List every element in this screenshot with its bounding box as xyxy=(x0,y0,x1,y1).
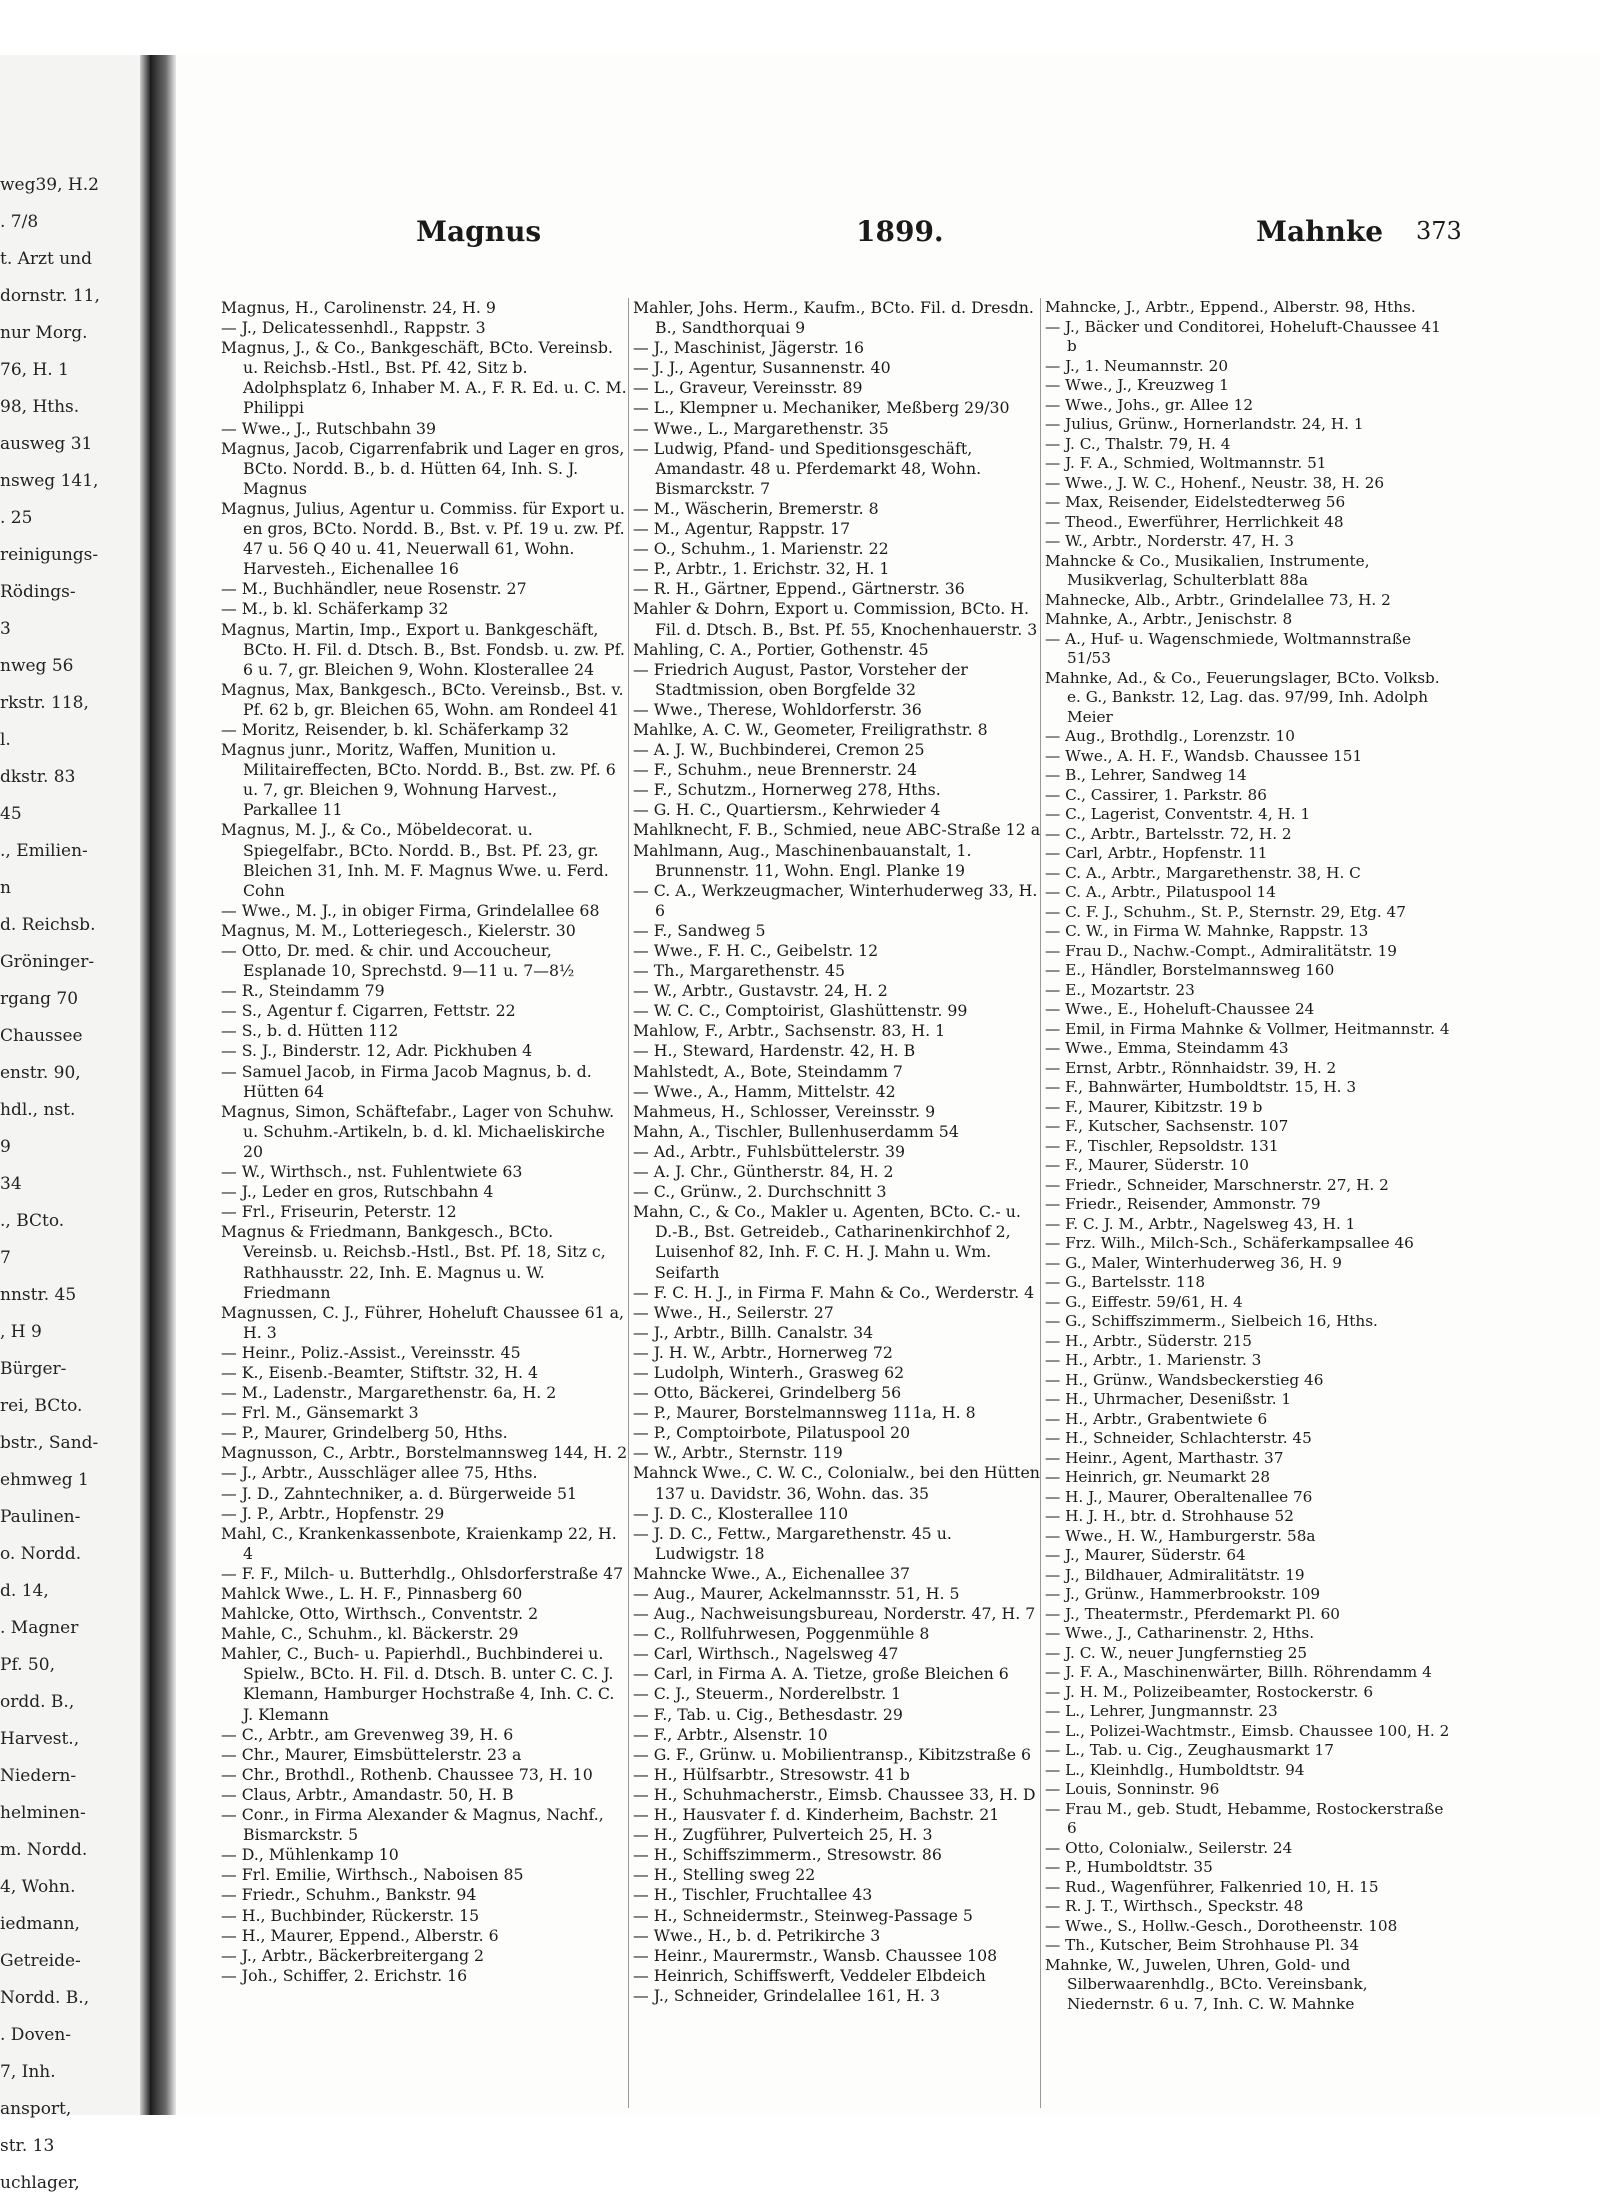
directory-entry: — F., Arbtr., Alsenstr. 10 xyxy=(633,1724,828,1744)
directory-entry: Mahnke, A., Arbtr., Jenischstr. 8 xyxy=(1045,610,1293,628)
directory-entry: — Moritz, Reisender, b. kl. Schäferkamp 32 xyxy=(221,719,570,739)
directory-entry: — Heinrich, gr. Neumarkt 28 xyxy=(1045,1468,1271,1486)
directory-entry: — Wwe., Emma, Steindamm 43 xyxy=(1045,1039,1289,1057)
directory-entry: Mahlck Wwe., L. H. F., Pinnasberg 60 xyxy=(221,1584,523,1603)
directory-entry: Magnus, Max, Bankgesch., BCto. Vereinsb., Bst. v. Pf. 62 b, gr. Bleichen 65, Wohn. am Rondeel 41 xyxy=(221,679,624,719)
directory-entry: — H., Uhrmacher, Desenißstr. 1 xyxy=(1045,1390,1292,1408)
directory-entry: — Claus, Arbtr., Amandastr. 50, H. B xyxy=(221,1784,514,1804)
directory-entry: — H., Hülfsarbtr., Stresowstr. 41 b xyxy=(633,1764,910,1784)
directory-entry: — J., Theatermstr., Pferdemarkt Pl. 60 xyxy=(1045,1604,1340,1623)
directory-entry: — A., Huf- u. Wagenschmiede, Woltmannstraße 51/53 xyxy=(1045,629,1412,667)
directory-entry: — C. W., in Firma W. Mahnke, Rappstr. 13 xyxy=(1045,922,1369,940)
directory-entry: Mahler, C., Buch- u. Papierhdl., Buchbinderei u. Spielw., BCto. H. Fil. d. Dtsch. B. unter C. C. J. Klemann, Hamburger Hochstraße 4, Inh. C. C. J. Klemann xyxy=(221,1644,615,1724)
directory-entry: — Wwe., J., Kreuzweg 1 xyxy=(1045,376,1229,394)
facing-page-line: , H 9 xyxy=(0,1322,42,1342)
facing-page-line: ordd. B., xyxy=(0,1692,75,1712)
facing-page-line: rei, BCto. xyxy=(0,1396,83,1416)
facing-page-line: Pf. 50, xyxy=(0,1655,55,1675)
directory-entry: — L., Tab. u. Cig., Zeughausmarkt 17 xyxy=(1045,1741,1334,1759)
directory-entry: — Frau D., Nachw.-Compt., Admiralitätstr. 19 xyxy=(1045,941,1398,960)
facing-page-line: Rödings- xyxy=(0,582,76,602)
directory-entry: — C., Cassirer, 1. Parkstr. 86 xyxy=(1045,785,1267,804)
directory-entry: — Otto, Bäckerei, Grindelberg 56 xyxy=(633,1383,902,1403)
facing-page-line: ehmweg 1 xyxy=(0,1470,89,1490)
facing-page-line: rgang 70 xyxy=(0,989,79,1009)
facing-page-line: nnstr. 45 xyxy=(0,1285,77,1305)
directory-entry: — H., Tischler, Fruchtallee 43 xyxy=(633,1885,873,1905)
directory-entry: — A. J. W., Buchbinderei, Cremon 25 xyxy=(633,740,925,760)
directory-entry: — W., Arbtr., Sternstr. 119 xyxy=(633,1443,843,1463)
directory-entry: — Rud., Wagenführer, Falkenried 10, H. 15 xyxy=(1045,1877,1379,1896)
directory-entry: — H., Stelling sweg 22 xyxy=(633,1865,816,1885)
directory-entry: — Carl, Arbtr., Hopfenstr. 11 xyxy=(1045,844,1268,862)
directory-entry: — P., Arbtr., 1. Erichstr. 32, H. 1 xyxy=(633,559,890,579)
directory-entry: — G. F., Grünw. u. Mobilientransp., Kibitzstraße 6 xyxy=(633,1744,1032,1764)
facing-page-line: . 25 xyxy=(0,508,33,528)
directory-entry: — L., Kleinhdlg., Humboldtstr. 94 xyxy=(1045,1760,1305,1779)
directory-entry: — G., Maler, Winterhuderweg 36, H. 9 xyxy=(1045,1253,1342,1272)
facing-page-line: Paulinen- xyxy=(0,1507,81,1527)
directory-entry: — C., Rollfuhrwesen, Poggenmühle 8 xyxy=(633,1624,930,1644)
directory-entry: — P., Maurer, Borstelmannsweg 111a, H. 8 xyxy=(633,1403,976,1423)
directory-entry: — Friedrich August, Pastor, Vorsteher der Stadtmission, oben Borgfelde 32 xyxy=(633,659,968,699)
directory-entry: — J., Arbtr., Ausschläger allee 75, Hths. xyxy=(221,1463,538,1483)
directory-entry: — Wwe., J., Catharinenstr. 2, Hths. xyxy=(1045,1624,1315,1642)
directory-entry: — C. A., Arbtr., Pilatuspool 14 xyxy=(1045,883,1276,901)
directory-entry: Mahlmann, Aug., Maschinenbauanstalt, 1. Brunnenstr. 11, Wohn. Engl. Planke 19 xyxy=(633,840,972,880)
directory-entry: — F., Kutscher, Sachsenstr. 107 xyxy=(1045,1117,1289,1135)
facing-page-line: dkstr. 83 xyxy=(0,767,76,787)
directory-entry: — H., Buchbinder, Rückerstr. 15 xyxy=(221,1905,480,1925)
directory-entry: Magnussen, C. J., Führer, Hoheluft Chaussee 61 a, H. 3 xyxy=(221,1302,625,1342)
directory-entry: — F., Tischler, Repsoldstr. 131 xyxy=(1045,1136,1279,1155)
directory-entry: Magnus, Martin, Imp., Export u. Bankgeschäft, BCto. H. Fil. d. Dtsch. B., Bst. Fondsb. u. zw. Pf. 6 u. 7, gr. Bleichen 9, Wohn. Klosterallee 24 xyxy=(221,619,625,679)
directory-entry: — Chr., Brothdl., Rothenb. Chaussee 73, H. 10 xyxy=(221,1764,593,1784)
directory-entry: Mahler, Johs. Herm., Kaufm., BCto. Fil. d. Dresdn. B., Sandthorquai 9 xyxy=(633,298,1034,338)
directory-entry: — J., Bäcker und Conditorei, Hoheluft-Chaussee 41 b xyxy=(1045,317,1441,355)
facing-page-line: Harvest., xyxy=(0,1729,80,1749)
facing-page-line: l. xyxy=(0,730,11,750)
directory-entry: Mahling, C. A., Portier, Gothenstr. 45 xyxy=(633,639,929,659)
directory-entry: — Ludwig, Pfand- und Speditionsgeschäft, Amandastr. 48 u. Pferdemarkt 48, Wohn. Bismarckstr. 7 xyxy=(633,438,982,498)
directory-entry: — C., Grünw., 2. Durchschnitt 3 xyxy=(633,1182,887,1202)
directory-entry: — Joh., Schiffer, 2. Erichstr. 16 xyxy=(221,1965,468,1985)
directory-entry: — C. J., Steuerm., Norderelbstr. 1 xyxy=(633,1684,902,1704)
directory-entry: — D., Mühlenkamp 10 xyxy=(221,1845,399,1865)
directory-entry: — F. F., Milch- u. Butterhdlg., Ohlsdorferstraße 47 xyxy=(221,1563,624,1583)
directory-entry: — Wwe., Johs., gr. Allee 12 xyxy=(1045,395,1254,414)
directory-entry: Magnus junr., Moritz, Waffen, Munition u. Militaireffecten, BCto. Nordd. B., Bst. zw. Pf. 6 u. 7, gr. Bleichen 9, Wohnung Harvest., Parkallee 11 xyxy=(221,740,616,820)
directory-column-2 xyxy=(633,298,1041,2006)
directory-entry: — F., Maurer, Kibitzstr. 19 b xyxy=(1045,1097,1263,1116)
directory-entry: Mahle, C., Schuhm., kl. Bäckerstr. 29 xyxy=(221,1624,519,1644)
directory-entry: — Wwe., J., Rutschbahn 39 xyxy=(221,418,437,438)
directory-entry: — H. J., Maurer, Oberaltenallee 76 xyxy=(1045,1487,1313,1506)
facing-page-line: uchlager, xyxy=(0,2173,80,2193)
directory-entry: — C. F. J., Schuhm., St. P., Sternstr. 29, Etg. 47 xyxy=(1045,902,1406,921)
directory-entry: — W., Wirthsch., nst. Fuhlentwiete 63 xyxy=(221,1162,523,1182)
directory-entry: — O., Schuhm., 1. Marienstr. 22 xyxy=(633,539,889,559)
directory-entry: — J., 1. Neumannstr. 20 xyxy=(1045,356,1229,375)
facing-page-line: d. 14, xyxy=(0,1581,49,1601)
directory-entry: — G., Schiffszimmerm., Sielbeich 16, Hths. xyxy=(1045,1312,1378,1330)
directory-entry: — H., Hausvater f. d. Kinderheim, Bachstr. 21 xyxy=(633,1805,1000,1825)
facing-page-line: nur Morg. xyxy=(0,323,88,343)
directory-entry: — Conr., in Firma Alexander & Magnus, Nachf., Bismarckstr. 5 xyxy=(221,1805,604,1845)
facing-page-line: 7 xyxy=(0,1248,11,1268)
directory-entry: — S., b. d. Hütten 112 xyxy=(221,1021,399,1041)
directory-entry: — F., Tab. u. Cig., Bethesdastr. 29 xyxy=(633,1704,903,1724)
directory-entry: — H., Schiffszimmerm., Stresowstr. 86 xyxy=(633,1845,942,1865)
directory-entry: — Chr., Maurer, Eimsbüttelerstr. 23 a xyxy=(221,1744,522,1764)
directory-entry: — F., Sandweg 5 xyxy=(633,920,766,940)
directory-entry: — Aug., Maurer, Ackelmannsstr. 51, H. 5 xyxy=(633,1584,960,1603)
directory-entry: — P., Comptoirbote, Pilatuspool 20 xyxy=(633,1423,911,1443)
directory-entry: — E., Händler, Borstelmannsweg 160 xyxy=(1045,961,1335,979)
facing-page-line: 45 xyxy=(0,804,22,824)
directory-entry: — G., Bartelsstr. 118 xyxy=(1045,1273,1206,1291)
directory-entry: — J., Leder en gros, Rutschbahn 4 xyxy=(221,1182,494,1202)
directory-entry: — C., Arbtr., Bartelsstr. 72, H. 2 xyxy=(1045,824,1292,843)
facing-page-line: 76, H. 1 xyxy=(0,360,69,380)
directory-entry: — Wwe., L., Margarethenstr. 35 xyxy=(633,418,889,438)
facing-page-line: 4, Wohn. xyxy=(0,1877,76,1897)
facing-page-line: reinigungs- xyxy=(0,545,99,565)
directory-entry: — J. D. C., Fettw., Margarethenstr. 45 u. Ludwigstr. 18 xyxy=(633,1523,952,1563)
directory-entry: — Frau M., geb. Studt, Hebamme, Rostockerstraße 6 xyxy=(1045,1799,1444,1837)
facing-page-line: dornstr. 11, xyxy=(0,286,100,306)
directory-entry: — Heinr., Agent, Marthastr. 37 xyxy=(1045,1448,1284,1467)
facing-page-line: o. Nordd. xyxy=(0,1544,82,1564)
directory-entry: — G., Eiffestr. 59/61, H. 4 xyxy=(1045,1292,1243,1311)
directory-entry: — J. P., Arbtr., Hopfenstr. 29 xyxy=(221,1503,445,1523)
facing-page-line: Niedern- xyxy=(0,1766,77,1786)
directory-entry: — Frl., Friseurin, Peterstr. 12 xyxy=(221,1202,457,1222)
directory-entry: — W., Arbtr., Norderstr. 47, H. 3 xyxy=(1045,532,1294,550)
directory-entry: — F., Schuhm., neue Brennerstr. 24 xyxy=(633,760,918,780)
directory-entry: Mahlke, A. C. W., Geometer, Freiligrathstr. 8 xyxy=(633,719,988,739)
directory-entry: Mahncke & Co., Musikalien, Instrumente, Musikverlag, Schulterblatt 88a xyxy=(1045,551,1370,589)
directory-entry: Mahnck Wwe., C. W. C., Colonialw., bei den Hütten 137 u. Davidstr. 36, Wohn. das. 35 xyxy=(633,1463,1040,1503)
facing-page-edge xyxy=(140,55,150,2115)
directory-entry: — C., Lagerist, Conventstr. 4, H. 1 xyxy=(1045,805,1311,823)
directory-entry: — Frz. Wilh., Milch-Sch., Schäferkampsallee 46 xyxy=(1045,1234,1414,1252)
directory-entry: Mahlow, F., Arbtr., Sachsenstr. 83, H. 1 xyxy=(633,1021,946,1041)
directory-column-1 xyxy=(221,298,629,1986)
page-number: 373 xyxy=(1416,217,1462,245)
directory-entry: Magnus, Jacob, Cigarrenfabrik und Lager en gros, BCto. Nordd. B., b. d. Hütten 64, Inh. S. J. Magnus xyxy=(221,438,625,498)
facing-page-line: rkstr. 118, xyxy=(0,693,89,713)
facing-page-line: 7, Inh. xyxy=(0,2062,56,2082)
directory-entry: Magnus, M. J., & Co., Möbeldecorat. u. Spiegelfabr., BCto. Nordd. B., Bst. Pf. 23, gr. Bleichen 31, Inh. M. F. Magnus Wwe. u. Ferd. Cohn xyxy=(221,820,609,900)
directory-entry: — S., Agentur f. Cigarren, Fettstr. 22 xyxy=(221,1001,516,1021)
directory-entry: — Friedr., Schneider, Marschnerstr. 27, H. 2 xyxy=(1045,1175,1389,1194)
directory-entry: — G. H. C., Quartiersm., Kehrwieder 4 xyxy=(633,800,941,820)
directory-entry: — F., Maurer, Süderstr. 10 xyxy=(1045,1156,1250,1174)
directory-entry: Mahl, C., Krankenkassenbote, Kraienkamp 22, H. 4 xyxy=(221,1523,617,1563)
directory-entry: — S. J., Binderstr. 12, Adr. Pickhuben 4 xyxy=(221,1041,533,1061)
directory-entry: — W. C. C., Comptoirist, Glashüttenstr. 99 xyxy=(633,1001,968,1021)
directory-entry: Mahncke Wwe., A., Eichenallee 37 xyxy=(633,1563,911,1583)
directory-entry: — Wwe., H. W., Hamburgerstr. 58a xyxy=(1045,1526,1316,1545)
facing-page-fragment xyxy=(0,55,150,2193)
directory-entry: — C., Arbtr., am Grevenweg 39, H. 6 xyxy=(221,1724,514,1744)
directory-entry: — Ad., Arbtr., Fuhlsbüttelerstr. 39 xyxy=(633,1141,906,1161)
facing-page-line: bstr., Sand- xyxy=(0,1433,99,1453)
directory-entry: — J. C., Thalstr. 79, H. 4 xyxy=(1045,434,1231,453)
directory-entry: — M., Buchhändler, neue Rosenstr. 27 xyxy=(221,579,527,599)
directory-entry: — J. F. A., Schmied, Woltmannstr. 51 xyxy=(1045,454,1327,472)
directory-entry: Mahmeus, H., Schlosser, Vereinsstr. 9 xyxy=(633,1101,936,1121)
directory-entry: Mahlknecht, F. B., Schmied, neue ABC-Straße 12 a xyxy=(633,820,1041,840)
page-header xyxy=(216,215,1486,255)
directory-entry: — Emil, in Firma Mahnke & Vollmer, Heitmannstr. 4 xyxy=(1045,1019,1450,1038)
directory-entry: Magnus, Julius, Agentur u. Commiss. für Export u. en gros, BCto. Nordd. B., Bst. v. Pf. 19 u. zw. Pf. 47 u. 56 Q 40 u. 41, Neuerwall 61, Wohn. Harvesteh., Eichenallee 16 xyxy=(221,498,625,579)
directory-entry: — Samuel Jacob, in Firma Jacob Magnus, b. d. Hütten 64 xyxy=(221,1061,592,1101)
directory-entry: — J., Delicatessenhdl., Rappstr. 3 xyxy=(221,318,486,338)
directory-entry: — Heinrich, Schiffswerft, Veddeler Elbdeich xyxy=(633,1965,986,1985)
directory-entry: — C. A., Arbtr., Margarethenstr. 38, H. C xyxy=(1045,863,1361,882)
directory-entry: — J., Grünw., Hammerbrookstr. 109 xyxy=(1045,1585,1321,1603)
directory-entry: — M., Wäscherin, Bremerstr. 8 xyxy=(633,498,879,518)
directory-entry: — F. C. J. M., Arbtr., Nagelsweg 43, H. 1 xyxy=(1045,1214,1356,1233)
facing-page-line: ausweg 31 xyxy=(0,434,93,454)
directory-entry: — Heinr., Poliz.-Assist., Vereinsstr. 45 xyxy=(221,1342,521,1362)
facing-page-line: helminen- xyxy=(0,1803,86,1823)
directory-entry: — Carl, Wirthsch., Nagelsweg 47 xyxy=(633,1644,899,1664)
header-left-catchword: Magnus xyxy=(416,215,542,248)
directory-entry: Mahn, C., & Co., Makler u. Agenten, BCto. C.- u. D.-B., Bst. Getreideb., Catharinenkirchhof 2, Luisenhof 82, Inh. F. C. H. J. Mahn u. Wm. Seifarth xyxy=(633,1202,1021,1282)
directory-entry: — L., Graveur, Vereinsstr. 89 xyxy=(633,378,863,398)
directory-entry: — J. H. M., Polizeibeamter, Rostockerstr. 6 xyxy=(1045,1682,1374,1701)
directory-entry: — Aug., Nachweisungsbureau, Norderstr. 47, H. 7 xyxy=(633,1604,1036,1624)
header-year: 1899. xyxy=(856,215,944,248)
facing-page-line: n xyxy=(0,878,11,898)
directory-entry: — J., Schneider, Grindelallee 161, H. 3 xyxy=(633,1985,941,2005)
directory-entry: — H., Grünw., Wandsbeckerstieg 46 xyxy=(1045,1370,1324,1389)
directory-entry: — H., Arbtr., Süderstr. 215 xyxy=(1045,1331,1253,1350)
directory-entry: — J. C. W., neuer Jungfernstieg 25 xyxy=(1045,1643,1308,1662)
directory-entry: — F. C. H. J., in Firma F. Mahn & Co., Werderstr. 4 xyxy=(633,1282,1035,1302)
directory-entry: Mahnecke, Alb., Arbtr., Grindelallee 73, H. 2 xyxy=(1045,590,1391,609)
facing-page-line: . Magner xyxy=(0,1618,79,1638)
directory-entry: — H., Arbtr., Grabentwiete 6 xyxy=(1045,1409,1268,1428)
directory-entry: — Wwe., S., Hollw.-Gesch., Dorotheenstr. 108 xyxy=(1045,1916,1398,1935)
directory-entry: — K., Eisenb.-Beamter, Stiftstr. 32, H. 4 xyxy=(221,1362,539,1382)
directory-entry: — E., Mozartstr. 23 xyxy=(1045,980,1195,999)
directory-entry: — Frl. M., Gänsemarkt 3 xyxy=(221,1403,419,1423)
facing-page-line: Gröninger- xyxy=(0,952,95,972)
facing-page-line: enstr. 90, xyxy=(0,1063,81,1083)
directory-entry: — H., Maurer, Eppend., Alberstr. 6 xyxy=(221,1925,499,1945)
directory-entry: — Wwe., F. H. C., Geibelstr. 12 xyxy=(633,941,879,960)
directory-entry: — Julius, Grünw., Hornerlandstr. 24, H. 1 xyxy=(1045,415,1364,433)
facing-page-line: 98, Hths. xyxy=(0,397,80,417)
directory-entry: — J. D. C., Klosterallee 110 xyxy=(633,1503,849,1523)
facing-page-line: str. 13 xyxy=(0,2136,55,2156)
directory-entry: — Otto, Colonialw., Seilerstr. 24 xyxy=(1045,1838,1293,1857)
directory-entry: — J. F. A., Maschinenwärter, Billh. Röhrendamm 4 xyxy=(1045,1663,1432,1681)
directory-entry: — L., Polizei-Wachtmstr., Eimsb. Chaussee 100, H. 2 xyxy=(1045,1721,1450,1740)
directory-entry: Magnus, M. M., Lotteriegesch., Kielerstr. 30 xyxy=(221,920,576,940)
directory-entry: — R., Steindamm 79 xyxy=(221,981,385,1001)
directory-entry: — Th., Kutscher, Beim Strohhause Pl. 34 xyxy=(1045,1936,1360,1954)
directory-entry: — Wwe., A., Hamm, Mittelstr. 42 xyxy=(633,1081,896,1101)
facing-page-line: t. Arzt und xyxy=(0,249,93,269)
directory-entry: — Otto, Dr. med. & chir. und Accoucheur, Esplanade 10, Sprechstd. 9—11 u. 7—8½ xyxy=(221,941,575,981)
directory-entry: — J., Arbtr., Billh. Canalstr. 34 xyxy=(633,1322,874,1342)
directory-entry: — Ludolph, Winterh., Grasweg 62 xyxy=(633,1362,905,1382)
directory-entry: — Theod., Ewerführer, Herrlichkeit 48 xyxy=(1045,512,1344,531)
directory-entry: — Friedr., Reisender, Ammonstr. 79 xyxy=(1045,1195,1321,1213)
directory-entry: Magnus, Simon, Schäftefabr., Lager von Schuhw. u. Schuhm.-Artikeln, b. d. kl. Michaeliskirche 20 xyxy=(221,1101,615,1161)
directory-entry: Mahncke, J., Arbtr., Eppend., Alberstr. 98, Hths. xyxy=(1045,298,1416,316)
directory-entry: Mahlcke, Otto, Wirthsch., Conventstr. 2 xyxy=(221,1604,539,1624)
directory-entry: — H., Arbtr., 1. Marienstr. 3 xyxy=(1045,1351,1262,1369)
directory-entry: — H., Schuhmacherstr., Eimsb. Chaussee 33, H. D xyxy=(633,1784,1036,1804)
directory-entry: — R. H., Gärtner, Eppend., Gärtnerstr. 36 xyxy=(633,579,965,599)
directory-entry: — J., Arbtr., Bäckerbreitergang 2 xyxy=(221,1945,485,1965)
directory-entry: — F., Bahnwärter, Humboldtstr. 15, H. 3 xyxy=(1045,1078,1357,1096)
directory-entry: — J. H. W., Arbtr., Hornerweg 72 xyxy=(633,1342,893,1362)
facing-page-line: ., BCto. xyxy=(0,1211,65,1231)
directory-entry: — R. J. T., Wirthsch., Speckstr. 48 xyxy=(1045,1897,1304,1915)
directory-entry: — H. J. H., btr. d. Strohhause 52 xyxy=(1045,1507,1294,1525)
directory-entry: — Frl. Emilie, Wirthsch., Naboisen 85 xyxy=(221,1865,524,1885)
facing-page-line: ., Emilien- xyxy=(0,841,88,861)
directory-entry: — B., Lehrer, Sandweg 14 xyxy=(1045,766,1247,784)
directory-entry: — Wwe., A. H. F., Wandsb. Chaussee 151 xyxy=(1045,746,1363,765)
directory-entry: — H., Steward, Hardenstr. 42, H. B xyxy=(633,1041,916,1061)
directory-entry: — P., Maurer, Grindelberg 50, Hths. xyxy=(221,1423,508,1443)
facing-page-line: Nordd. B., xyxy=(0,1988,90,2008)
facing-page-line: iedmann, xyxy=(0,1914,80,1934)
directory-entry: — Carl, in Firma A. A. Tietze, große Bleichen 6 xyxy=(633,1664,1009,1684)
directory-entry: — C. A., Werkzeugmacher, Winterhuderweg 33, H. 6 xyxy=(633,880,1038,920)
directory-entry: — J. D., Zahntechniker, a. d. Bürgerweide 51 xyxy=(221,1483,578,1503)
directory-entry: — M., Agentur, Rappstr. 17 xyxy=(633,519,851,539)
directory-entry: — L., Klempner u. Mechaniker, Meßberg 29/30 xyxy=(633,398,1010,418)
directory-entry: — Friedr., Schuhm., Bankstr. 94 xyxy=(221,1885,477,1905)
facing-page-line: 3 xyxy=(0,619,11,639)
facing-page-line: . Doven- xyxy=(0,2025,72,2045)
facing-page-line: weg39, H.2 xyxy=(0,175,99,195)
directory-entry: — Wwe., Therese, Wohldorferstr. 36 xyxy=(633,699,922,719)
directory-entry: — Max, Reisender, Eidelstedterweg 56 xyxy=(1045,493,1346,511)
facing-page-line: . 7/8 xyxy=(0,212,39,232)
directory-entry: — H., Schneidermstr., Steinweg-Passage 5 xyxy=(633,1905,973,1925)
directory-entry: Mahnke, W., Juwelen, Uhren, Gold- und Silberwaarenhdlg., BCto. Vereinsbank, Niedernstr. 6 u. 7, Inh. C. W. Mahnke xyxy=(1045,1955,1368,2013)
directory-entry: — J., Maurer, Süderstr. 64 xyxy=(1045,1546,1246,1564)
directory-entry: — J., Bildhauer, Admiralitätstr. 19 xyxy=(1045,1565,1305,1584)
facing-page-line: nsweg 141, xyxy=(0,471,99,491)
facing-page-line: ansport, xyxy=(0,2099,72,2119)
directory-entry: — Wwe., J. W. C., Hohenf., Neustr. 38, H. 26 xyxy=(1045,473,1385,492)
facing-page-line: Getreide- xyxy=(0,1951,81,1971)
facing-page-line: Chaussee xyxy=(0,1026,83,1046)
book-gutter xyxy=(150,55,176,2115)
directory-entry: — J. J., Agentur, Susannenstr. 40 xyxy=(633,358,891,378)
directory-entry: — M., b. kl. Schäferkamp 32 xyxy=(221,599,449,619)
header-right-catchword: Mahnke xyxy=(1256,215,1384,248)
directory-entry: — F., Schutzm., Hornerweg 278, Hths. xyxy=(633,780,941,800)
directory-entry: — Wwe., M. J., in obiger Firma, Grindelallee 68 xyxy=(221,900,600,920)
directory-entry: — H., Zugführer, Pulverteich 25, H. 3 xyxy=(633,1825,933,1845)
facing-page-line: Bürger- xyxy=(0,1359,67,1379)
directory-entry: Mahnke, Ad., & Co., Feuerungslager, BCto. Volksb. e. G., Bankstr. 12, Lag. das. 97/99, Inh. Adolph Meier xyxy=(1045,668,1440,726)
directory-entry: Magnus, H., Carolinenstr. 24, H. 9 xyxy=(221,298,496,317)
facing-page-line: d. Reichsb. xyxy=(0,915,96,935)
directory-entry: Mahn, A., Tischler, Bullenhuserdamm 54 xyxy=(633,1121,959,1141)
facing-page-line: m. Nordd. xyxy=(0,1840,88,1860)
directory-entry: — Th., Margarethenstr. 45 xyxy=(633,961,845,981)
directory-page xyxy=(176,55,1600,2115)
directory-entry: — W., Arbtr., Gustavstr. 24, H. 2 xyxy=(633,981,888,1001)
directory-entry: — H., Schneider, Schlachterstr. 45 xyxy=(1045,1429,1312,1447)
facing-page-line: 34 xyxy=(0,1174,22,1194)
directory-entry: Magnus, J., & Co., Bankgeschäft, BCto. Vereinsb. u. Reichsb.-Hstl., Bst. Pf. 42, Sitz b. Adolphsplatz 6, Inhaber M. A., F. R. Ed. u. C. M. Philippi xyxy=(221,338,627,418)
directory-entry: — A. J. Chr., Güntherstr. 84, H. 2 xyxy=(633,1162,894,1182)
facing-page-line: nweg 56 xyxy=(0,656,74,676)
directory-entry: — Wwe., H., b. d. Petrikirche 3 xyxy=(633,1925,881,1945)
directory-entry: — Wwe., E., Hoheluft-Chaussee 24 xyxy=(1045,1000,1315,1018)
facing-page-line: 9 xyxy=(0,1137,11,1157)
directory-entry: — Aug., Brothdlg., Lorenzstr. 10 xyxy=(1045,727,1295,745)
directory-entry: Mahler & Dohrn, Export u. Commission, BCto. H. Fil. d. Dtsch. B., Bst. Pf. 55, Knochenhauerstr. 3 xyxy=(633,599,1038,639)
directory-entry: Magnusson, C., Arbtr., Borstelmannsweg 144, H. 2 xyxy=(221,1443,628,1463)
facing-page-line: hdl., nst. xyxy=(0,1100,76,1120)
directory-entry: — J., Maschinist, Jägerstr. 16 xyxy=(633,338,864,358)
directory-entry: — P., Humboldtstr. 35 xyxy=(1045,1858,1213,1876)
directory-entry: — L., Lehrer, Jungmannstr. 23 xyxy=(1045,1702,1278,1720)
directory-entry: — Heinr., Maurermstr., Wansb. Chaussee 108 xyxy=(633,1945,998,1965)
directory-entry: — Wwe., H., Seilerstr. 27 xyxy=(633,1302,834,1322)
directory-entry: — Louis, Sonninstr. 96 xyxy=(1045,1780,1220,1798)
directory-entry: — M., Ladenstr., Margarethenstr. 6a, H. 2 xyxy=(221,1383,557,1403)
directory-column-3 xyxy=(1045,298,1453,2014)
directory-entry: Mahlstedt, A., Bote, Steindamm 7 xyxy=(633,1061,903,1081)
directory-entry: — Ernst, Arbtr., Rönnhaidstr. 39, H. 2 xyxy=(1045,1058,1337,1077)
directory-entry: Magnus & Friedmann, Bankgesch., BCto. Vereinsb. u. Reichsb.-Hstl., Bst. Pf. 18, Sitz c, Rathhausstr. 22, Inh. E. Magnus u. W. Friedmann xyxy=(221,1222,606,1302)
